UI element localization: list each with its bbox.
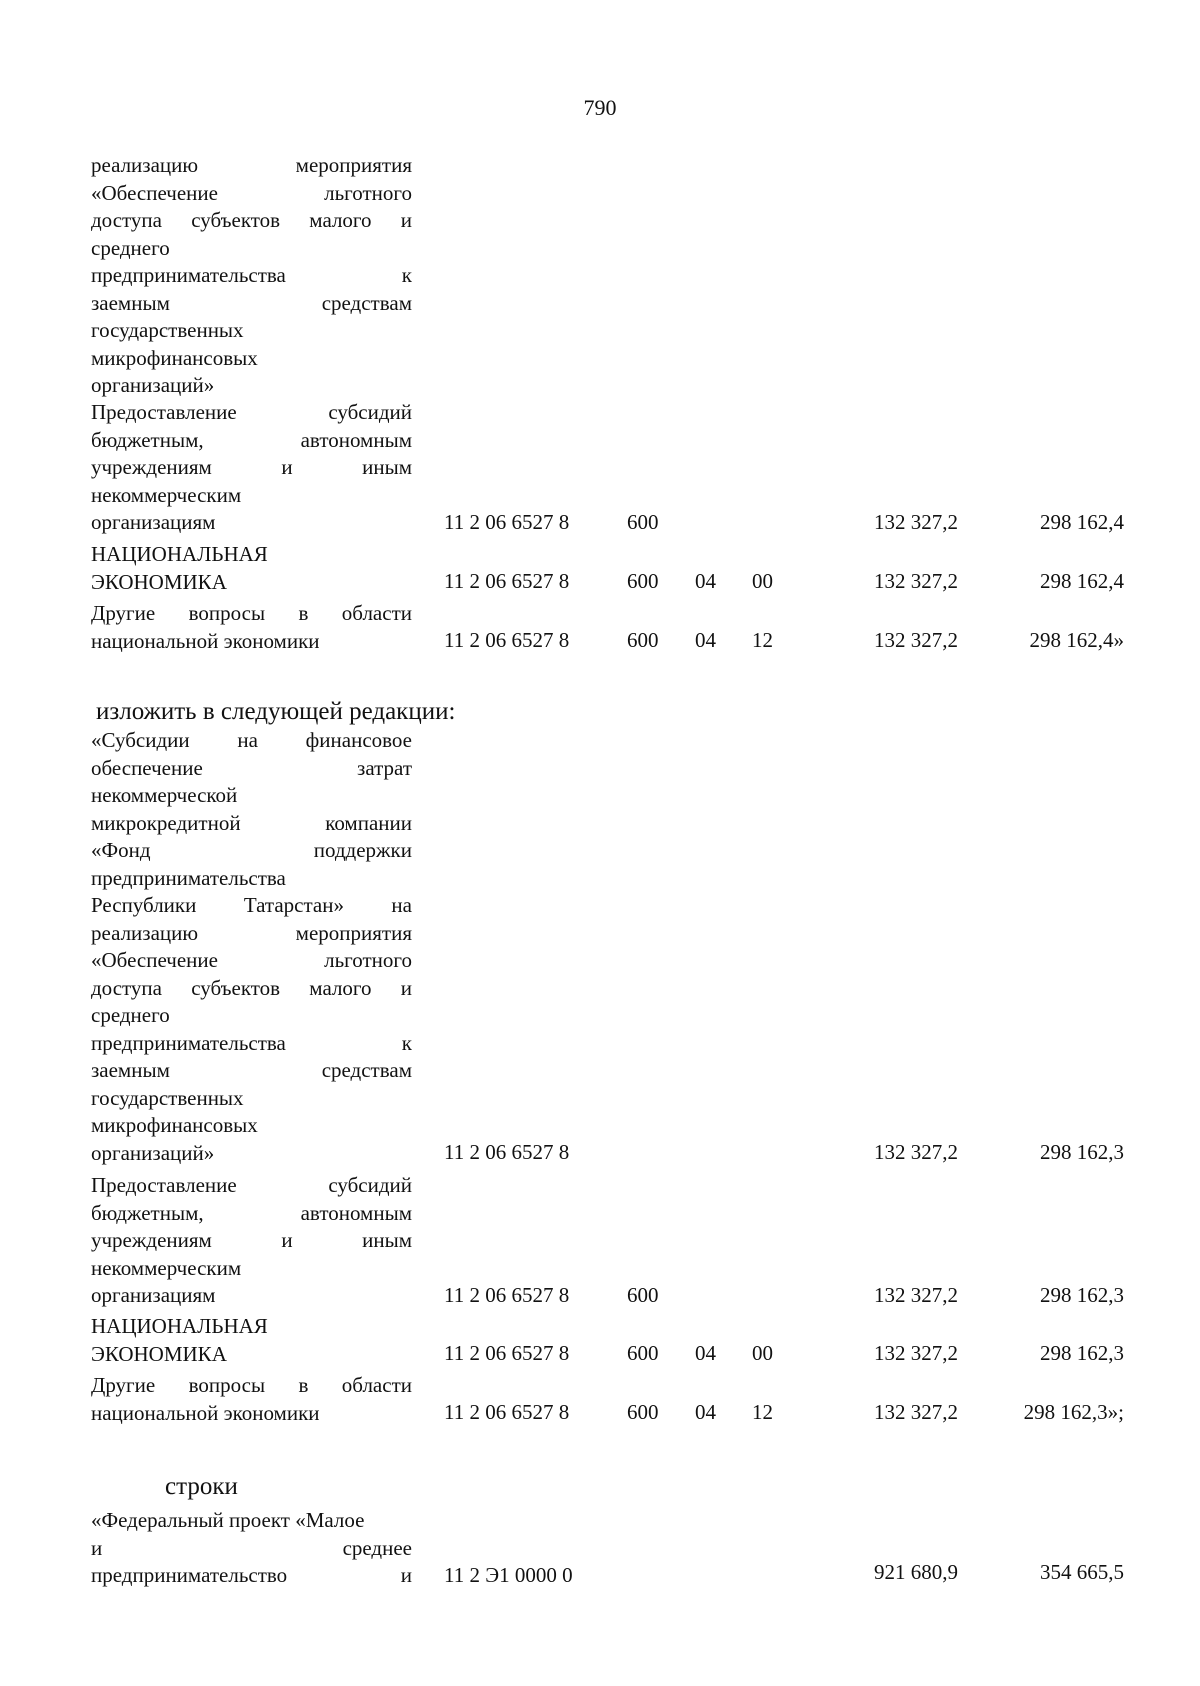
subsection-code: 00 xyxy=(752,1341,773,1365)
description-line: заемным средствам xyxy=(91,290,412,315)
page-number: 790 xyxy=(583,95,617,120)
description-line: заемным средствам xyxy=(91,1058,412,1082)
row-description xyxy=(91,727,412,1167)
description-line: бюджетным, автономным xyxy=(91,427,412,452)
expense-type: 600 xyxy=(627,628,659,652)
description-line: среднего xyxy=(91,1003,170,1027)
description-line: некоммерческим xyxy=(91,1255,242,1280)
description-line: национальной экономики xyxy=(91,1400,320,1425)
target-code: 11 2 06 6527 8 xyxy=(444,1341,570,1365)
row-description xyxy=(91,541,412,596)
description-line: предпринимательства xyxy=(91,865,286,890)
description-line: Другие вопросы в области xyxy=(91,601,412,625)
description-line: «Фонд поддержки xyxy=(91,838,412,862)
description-line: реализацию мероприятия xyxy=(91,153,412,177)
description-line: Предоставление субсидий xyxy=(91,1173,412,1197)
description-line: микрофинансовых xyxy=(91,1113,258,1137)
amendment-heading: изложить в следующей редакции: xyxy=(96,698,456,725)
description-line: государственных xyxy=(91,1085,244,1110)
description-line: и среднее xyxy=(91,1535,412,1560)
expense-type: 600 xyxy=(627,1341,659,1365)
subsection-code: 12 xyxy=(752,628,773,652)
description-line: микрокредитной компании xyxy=(91,810,412,835)
row-description xyxy=(91,600,412,655)
description-line: предпринимательство и xyxy=(91,1563,412,1587)
amount-second-year: 298 162,3 xyxy=(1040,1283,1124,1307)
amount-first-year: 132 327,2 xyxy=(874,1283,958,1307)
amount-second-year: 298 162,3 xyxy=(1040,1140,1124,1164)
description-line: организациям xyxy=(91,1283,216,1307)
amount-second-year: 298 162,4 xyxy=(1040,510,1124,534)
amount-first-year: 132 327,2 xyxy=(874,1400,958,1424)
description-line: организациям xyxy=(91,510,216,534)
row-description xyxy=(91,1172,412,1310)
description-line: Другие вопросы в области xyxy=(91,1373,412,1397)
description-line: обеспечение затрат xyxy=(91,755,412,780)
expense-type: 600 xyxy=(627,569,659,593)
amount-first-year: 132 327,2 xyxy=(874,510,958,534)
description-line: среднего xyxy=(91,235,170,260)
description-line: учреждениям и иным xyxy=(91,1228,412,1252)
target-code: 11 2 06 6527 8 xyxy=(444,628,570,652)
section-code: 04 xyxy=(695,569,716,593)
row-description xyxy=(91,1372,412,1427)
description-line: организаций» xyxy=(91,1140,215,1165)
expense-type: 600 xyxy=(627,1283,659,1307)
description-line: Предоставление субсидий xyxy=(91,400,412,424)
description-line: Республики Татарстан» на xyxy=(91,893,412,917)
subsection-code: 12 xyxy=(752,1400,773,1424)
description-line: НАЦИОНАЛЬНАЯ xyxy=(91,542,268,566)
subsection-code: 00 xyxy=(752,569,773,593)
description-line: некоммерческой xyxy=(91,783,238,807)
description-line: некоммерческим xyxy=(91,482,242,507)
amount-second-year: 354 665,5 xyxy=(1040,1560,1124,1584)
description-line: «Обеспечение льготного xyxy=(91,948,412,972)
description-line: ЭКОНОМИКА xyxy=(91,1341,227,1366)
description-line: микрофинансовых xyxy=(91,345,258,370)
amount-second-year: 298 162,3 xyxy=(1040,1341,1124,1365)
section-code: 04 xyxy=(695,1400,716,1424)
description-line: государственных xyxy=(91,318,244,342)
target-code: 11 2 06 6527 8 xyxy=(444,569,570,593)
section-code: 04 xyxy=(695,1341,716,1365)
row-description xyxy=(91,152,412,400)
expense-type: 600 xyxy=(627,1400,659,1424)
amount-first-year: 132 327,2 xyxy=(874,1341,958,1365)
amount-first-year: 132 327,2 xyxy=(874,569,958,593)
description-line: учреждениям и иным xyxy=(91,455,412,479)
description-line: НАЦИОНАЛЬНАЯ xyxy=(91,1314,268,1338)
amount-second-year: 298 162,4» xyxy=(1029,628,1124,652)
amount-first-year: 132 327,2 xyxy=(874,1140,958,1164)
description-line: «Федеральный проект «Малое xyxy=(91,1508,365,1532)
row-description xyxy=(91,399,412,537)
description-line: предпринимательства к xyxy=(91,263,412,287)
description-line: ЭКОНОМИКА xyxy=(91,569,227,594)
target-code: 11 2 06 6527 8 xyxy=(444,1400,570,1424)
amount-first-year: 921 680,9 xyxy=(874,1560,958,1584)
target-code: 11 2 06 6527 8 xyxy=(444,1283,570,1307)
description-line: доступа субъектов малого и xyxy=(91,208,412,232)
amount-second-year: 298 162,3»; xyxy=(1023,1400,1124,1424)
description-line: предпринимательства к xyxy=(91,1030,412,1055)
target-code: 11 2 06 6527 8 xyxy=(444,1140,570,1164)
section-code: 04 xyxy=(695,628,716,652)
amount-second-year: 298 162,4 xyxy=(1040,569,1124,593)
description-line: организаций» xyxy=(91,373,215,397)
description-line: бюджетным, автономным xyxy=(91,1200,412,1225)
amount-first-year: 132 327,2 xyxy=(874,628,958,652)
description-line: реализацию мероприятия xyxy=(91,920,412,945)
target-code: 11 2 Э1 0000 0 xyxy=(444,1563,573,1587)
rows-heading: строки xyxy=(165,1473,238,1500)
target-code: 11 2 06 6527 8 xyxy=(444,510,570,534)
description-line: «Субсидии на финансовое xyxy=(91,728,412,752)
row-description xyxy=(91,1507,412,1590)
description-line: национальной экономики xyxy=(91,628,320,653)
expense-type: 600 xyxy=(627,510,659,534)
row-description xyxy=(91,1313,412,1368)
description-line: доступа субъектов малого и xyxy=(91,975,412,1000)
description-line: «Обеспечение льготного xyxy=(91,180,412,205)
